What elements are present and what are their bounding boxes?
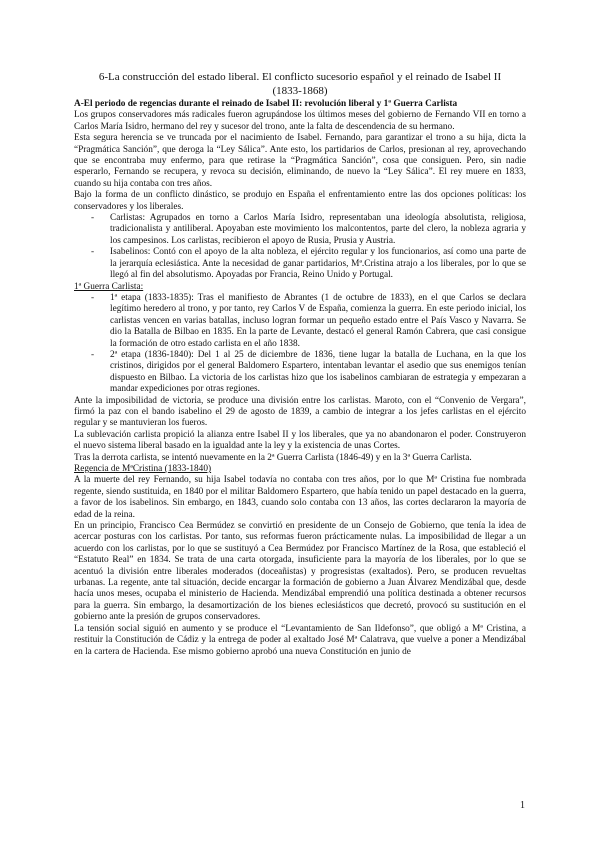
war-stages-list: [74, 293, 526, 396]
list-item: - 2ª etapa (1836-1840): Del 1 al 25 de diciembre de 1836, tiene lugar la batalla de Luchana, en la que los cristinos, dirigidos por el general Baldomero Espartero, intentaban levantar el asedio que sus enemigos tenían dispuesto en Bilbao. La victoria de los carlistas hizo que los isabelinos cambiaran de estrategia y empezaran a mandar expediciones por otras regiones.: [74, 350, 526, 396]
section-a-heading: A-El periodo de regencias durante el reinado de Isabel II: revolución liberal y 1ª Guerra Carlista: [74, 99, 458, 109]
paragraph: La sublevación carlista propició la alianza entre Isabel II y los liberales, que ya no abandonaron el poder. Construyeron el nuevo sistema liberal basado en la igualdad ante la ley y la existencia de unas Cortes.: [74, 429, 526, 452]
paragraph: Tras la derrota carlista, se intentó nuevamente en la 2ª Guerra Carlista (1846-49) y en la 3ª Guerra Carlista.: [74, 452, 472, 463]
paragraph: Bajo la forma de un conflicto dinástico, se produjo en España el enfrentamiento entre las dos opciones políticas: los conservadores y los liberales.: [74, 190, 526, 212]
document-subtitle: (1833-1868): [272, 84, 328, 97]
list-item: - Carlistas: Agrupados en torno a Carlos María Isidro, representaban una ideología absolutista, religiosa, tradicionalista y antiliberal. Apoyaban este movimiento los malcontentos, parte del clero, la nobleza agraria y los campesinos. Los carlistas, recibieron el apoyo de Rusia, Prusia y Austria.: [74, 213, 526, 247]
paragraph: Esta segura herencia se ve truncada por el nacimiento de Isabel. Fernando, para garantizar el trono a su hija, dicta la “Pragmática Sanción”, que deroga la “Ley Sálica”. Ante esto, los partidarios de Carlos, presionan al rey, aprovechando que se encontraba muy enfermo, para que retirase la “Pragmática Sanción”, cosa que consiguen. Pero, sin nadie esperarlo, Fernando se recupera, y revoca su decisión, eliminando, de nuevo la “Ley Sálica”. El rey muere en 1833, cuando su hija contaba con tres años.: [74, 133, 526, 189]
list-item: - 1ª etapa (1833-1835): Tras el manifiesto de Abrantes (1 de octubre de 1833), en el que Carlos se declara legítimo heredero al trono, y por tanto, rey Carlos V de España, comienza la guerra. En este periodo inicial, los carlistas vencen en varias batallas, incluso logran formar un pequeño estado entre el País Vasco y Navarra. Se dio la Batalla de Bilbao en 1835. En la parte de Levante, destacó el general Ramón Cabrera, que casi consigue la formación de otro estado carlista en el año 1838.: [74, 293, 526, 350]
page-content: [74, 71, 526, 658]
factions-list: [74, 213, 526, 281]
paragraph: Ante la imposibilidad de victoria, se produce una división entre los carlistas. Maroto, con el “Convenio de Vergara”, firmó la paz con el bando isabelino el 29 de agosto de 1839, a cambio de integrar a los jefes carlistas en el ejército regular y se mantuvieran los fueros.: [74, 395, 526, 429]
page-number: 1: [520, 800, 525, 811]
list-item: - Isabelinos: Contó con el apoyo de la alta nobleza, el ejército regular y los funcionarios, así como una parte de la jerarquía eclesiástica. Ante la necesidad de ganar partidarios, Mª.Cristina atrajo a los liberales, por lo que se llegó al fin del absolutismo. Apoyadas por Francia, Reino Unido y Portugal.: [74, 247, 526, 281]
paragraph: A la muerte del rey Fernando, su hija Isabel todavía no contaba con tres años, por lo que Mª Cristina fue nombrada regente, siendo sustituida, en 1840 por el militar Baldomero Espartero, que había tenido un papel destacado en la guerra, a favor de los isabelinos. Sin embargo, en 1843, cuando solo contaba con 13 años, las cortes declararon la mayoría de edad de la reina.: [74, 475, 526, 520]
war-heading: 1ª Guerra Carlista:: [74, 281, 144, 292]
paragraph: La tensión social siguió en aumento y se produce el “Levantamiento de San Ildefonso”, que obligó a Mª Cristina, a restituir la Constitución de Cádiz y la entrega de poder al exaltado José Mª Calatrava, que vuelve a poner a Mendizábal en la cartera de Hacienda. Ese mismo gobierno aprobó una nueva Constitución en junio de: [74, 623, 526, 657]
regency-heading: Regencia de MªCristina (1833-1840): [74, 464, 212, 474]
paragraph: En un principio, Francisco Cea Bermúdez se convirtió en presidente de un Consejo de Gobierno, que tenía la idea de acercar posturas con los carlistas. Por tanto, sus reformas fueron prácticamente nulas. La imposibilidad de llegar a un acuerdo con los carlistas, por lo que se sustituyó a Cea Bermúdez por Francisco Martínez de la Rosa, que estableció el “Estatuto Real” en 1834. Se trata de una carta otorgada, insuficiente para la mayoría de los liberales, por lo que se acentuó la división entre liberales moderados (doceañistas) y progresistas (exaltados). Pero, se producen revueltas urbanas. La regente, ante tal situación, decide encargar la formación de gobierno a Juan Álvarez Mendizábal que, desde hacía unos meses, ocupaba el ministerio de Hacienda. Mendizábal emprendió una política destinada a obtener recursos para la guerra. Sin embargo, la desamortización de los bienes eclesiásticos que decretó, provocó su sustitución en el gobierno ante la presión de grupos conservadores.: [74, 521, 526, 623]
document-title: 6-La construcción del estado liberal. El conflicto sucesorio español y el reinado de Isabel II: [98, 71, 502, 83]
paragraph: Los grupos conservadores más radicales fueron agrupándose los últimos meses del gobierno de Fernando VII en torno a Carlos María Isidro, hermano del rey y sucesor del trono, ante la falta de descendencia de su hermano.: [74, 110, 526, 132]
